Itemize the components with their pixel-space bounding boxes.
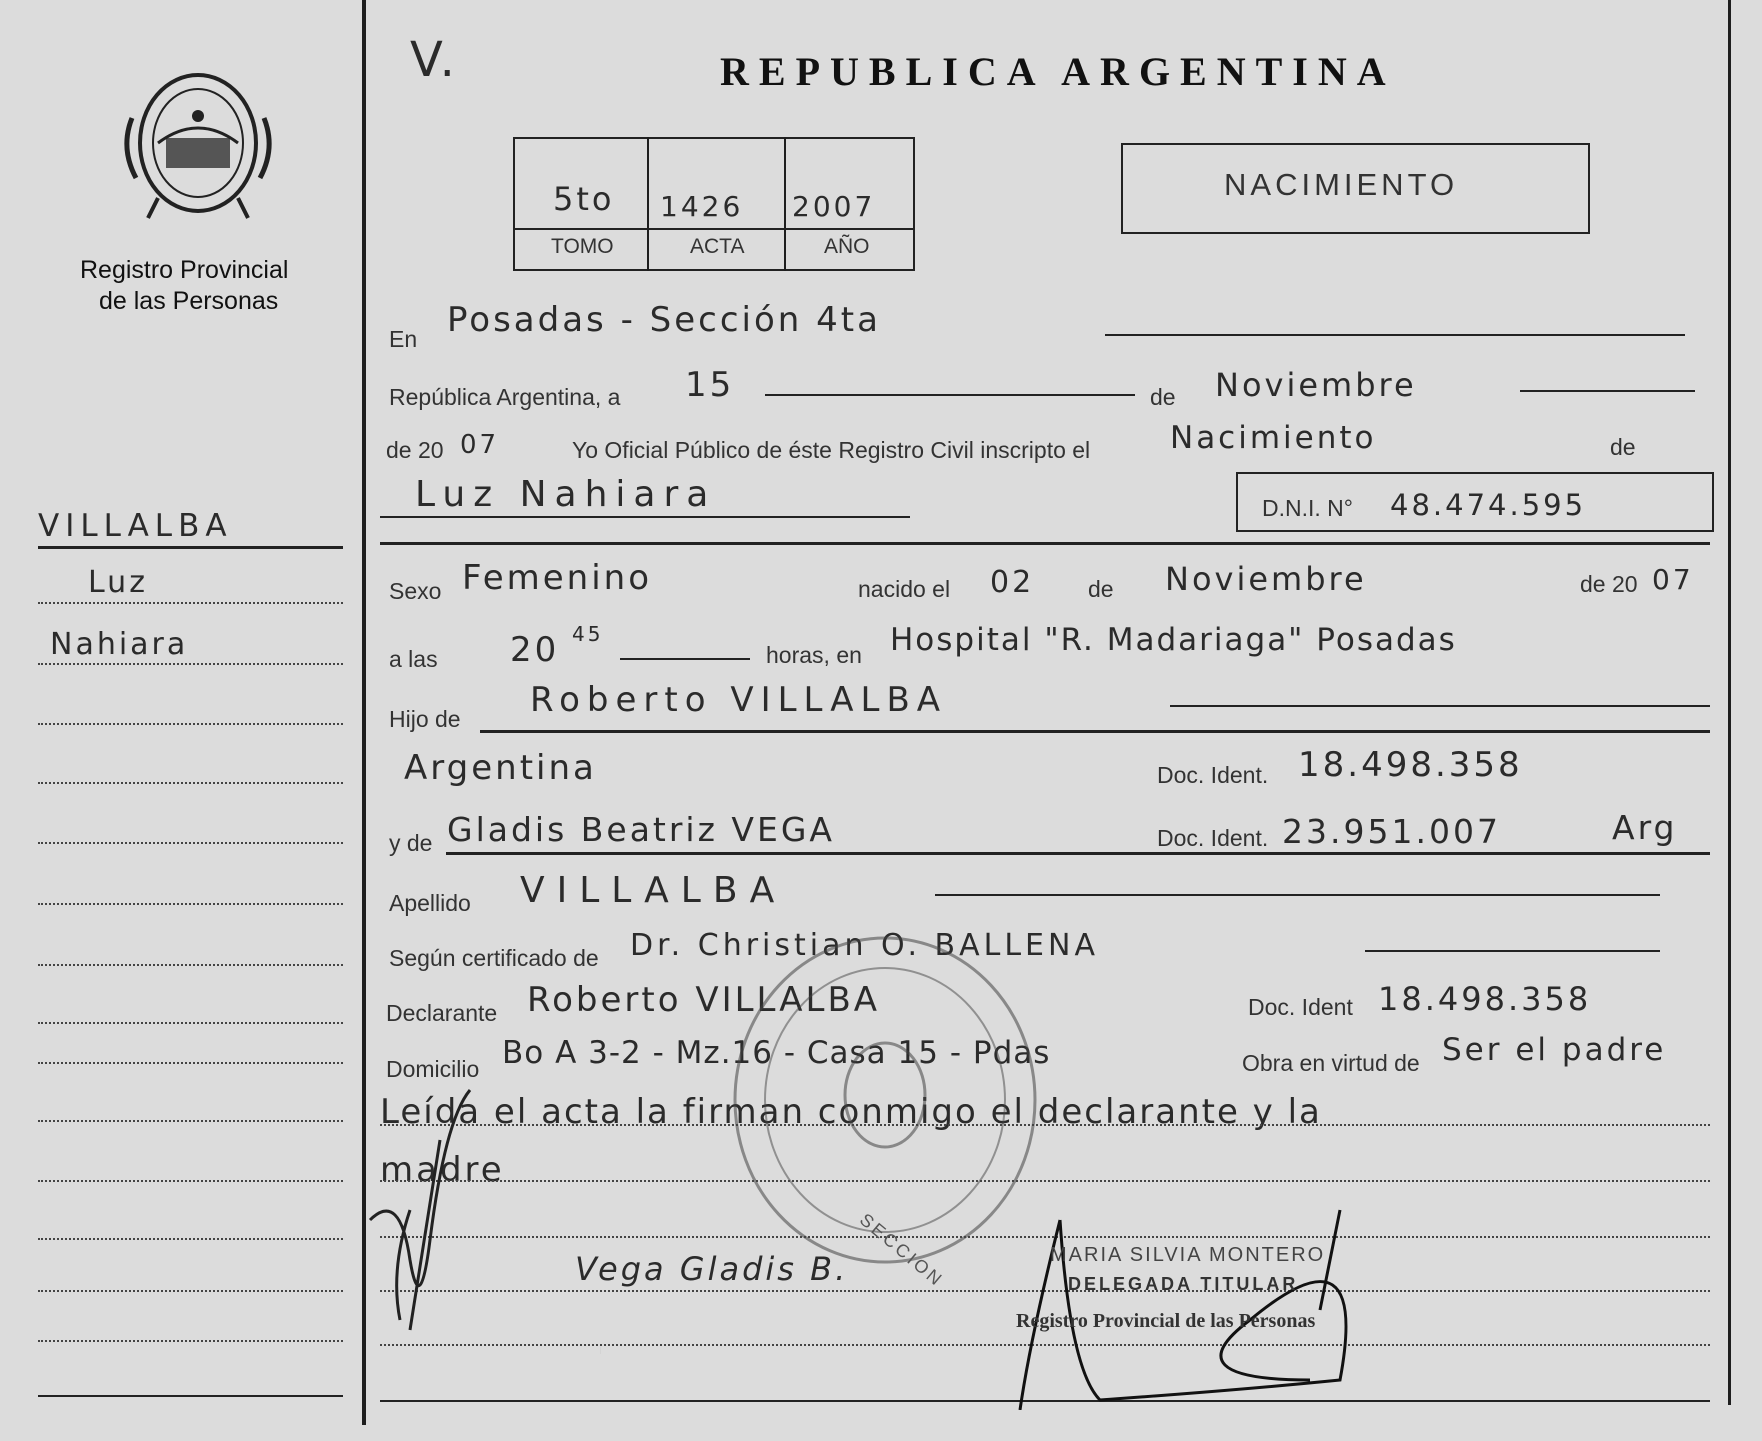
stamp-text <box>600 1345 601 1357</box>
nacido-year-label: de 20 <box>1580 571 1638 597</box>
stamp-sub: SECCION <box>855 1209 948 1291</box>
official-office: Registro Provincial de las Personas <box>1016 1310 1316 1332</box>
inscripto-value: Nacimiento <box>1170 420 1377 456</box>
hour-line <box>620 658 750 660</box>
anio-label: AÑO <box>824 235 870 258</box>
nacido-label: nacido el <box>858 576 951 602</box>
record-type-label: NACIMIENTO <box>1224 167 1459 202</box>
de-label: de <box>1150 384 1176 410</box>
oficial-label: Yo Oficial Público de éste Registro Civil inscripto el <box>572 437 1091 463</box>
hijo-label: Hijo de <box>389 706 461 732</box>
en-line <box>1105 334 1685 336</box>
body-dots <box>380 1180 1710 1182</box>
margin-dots <box>38 903 343 905</box>
mother-value: Gladis Beatriz VEGA <box>447 810 835 849</box>
misiones-seal-icon <box>118 58 278 228</box>
record-box-divider <box>647 137 649 271</box>
page-title: REPUBLICA ARGENTINA <box>720 49 1396 94</box>
certificado-value: Dr. Christian O. BALLENA <box>630 928 1099 963</box>
apellido-value: VILLALBA <box>520 870 787 911</box>
margin-surname: VILLALBA <box>38 508 233 544</box>
year-suffix-value: 07 <box>460 430 500 460</box>
margin-second-name: Nahiara <box>50 627 189 662</box>
tomo-value: 5to <box>553 180 615 218</box>
section-rule <box>380 542 1710 545</box>
domicilio-label: Domicilio <box>386 1056 480 1082</box>
segun-label: Según certificado de <box>389 945 599 971</box>
margin-dots <box>38 602 343 604</box>
nacido-day: 02 <box>990 565 1035 600</box>
month-line <box>1520 390 1695 392</box>
margin-dots <box>38 1238 343 1240</box>
anio-value: 2007 <box>792 190 876 223</box>
section-rule <box>446 852 1710 855</box>
dni-value: 48.474.595 <box>1390 488 1587 522</box>
official-name: MARIA SILVIA MONTERO <box>1050 1244 1326 1266</box>
horas-label: horas, en <box>766 642 862 668</box>
father-value: Roberto VILLALBA <box>530 680 948 720</box>
de-label-2: de <box>1610 434 1636 460</box>
apellido-label: Apellido <box>389 890 471 916</box>
mother-nationality: Arg <box>1612 808 1678 847</box>
alas-label: a las <box>389 646 438 672</box>
republica-label: República Argentina, a <box>389 384 621 410</box>
margin-dots <box>38 1290 343 1292</box>
declarante-doc-label: Doc. Ident <box>1248 994 1353 1020</box>
margin-dots <box>38 1062 343 1064</box>
doc-label: Doc. Ident. <box>1157 762 1269 788</box>
day-line <box>765 394 1135 396</box>
mother-doc: 23.951.007 <box>1282 812 1501 851</box>
apellido-line <box>935 894 1660 896</box>
father-doc: 18.498.358 <box>1298 745 1523 785</box>
de-label-3: de <box>1088 576 1114 602</box>
place-value: Hospital "R. Madariaga" Posadas <box>890 622 1457 658</box>
margin-dots <box>38 1022 343 1024</box>
declarant-signature-icon <box>360 1080 500 1340</box>
official-role: DELEGADA TITULAR <box>1068 1274 1299 1294</box>
madre-value: madre <box>380 1150 505 1190</box>
name-line <box>380 516 910 518</box>
margin-dots <box>38 1120 343 1122</box>
day-value: 15 <box>685 365 735 405</box>
leida-value: Leída el acta la firman conmigo el declarante y la <box>380 1092 1322 1132</box>
father-line <box>1170 705 1710 707</box>
body-dots <box>380 1124 1710 1126</box>
margin-first-name: Luz <box>88 565 148 600</box>
certificado-line <box>1365 950 1660 952</box>
tomo-label: TOMO <box>551 235 614 258</box>
father-nationality: Argentina <box>404 748 597 788</box>
sexo-value: Femenino <box>462 558 652 598</box>
domicilio-value: Bo A 3-2 - Mz.16 - Casa 15 - Pdas <box>502 1035 1051 1071</box>
record-box-divider <box>784 137 786 271</box>
margin-dots <box>38 782 343 784</box>
en-label: En <box>389 326 418 352</box>
margin-dots <box>38 1340 343 1342</box>
registry-line1: Registro Provincial <box>80 256 289 284</box>
check-mark: V. <box>410 32 458 88</box>
sexo-label: Sexo <box>389 578 442 604</box>
margin-dots <box>38 842 343 844</box>
yde-label: y de <box>389 830 433 856</box>
declarante-doc: 18.498.358 <box>1378 980 1592 1018</box>
margin-dots <box>38 723 343 725</box>
obra-label: Obra en virtud de <box>1242 1050 1420 1076</box>
registry-line2: de las Personas <box>99 287 279 315</box>
right-border <box>1728 0 1731 1405</box>
margin-dots <box>38 663 343 665</box>
doc-label-2: Doc. Ident. <box>1157 825 1269 851</box>
mother-signature: Vega Gladis B. <box>575 1250 849 1288</box>
declarante-value: Roberto VILLALBA <box>527 980 881 1020</box>
margin-dots <box>38 964 343 966</box>
margin-dots <box>38 1180 343 1182</box>
year-prefix-label: de 20 <box>386 437 444 463</box>
nacido-year-value: 07 <box>1652 563 1694 596</box>
record-box-rule <box>513 228 915 230</box>
acta-value: 1426 <box>660 190 744 223</box>
margin-bottom-line <box>38 1395 343 1397</box>
hour-value: 20 <box>510 630 560 670</box>
dni-label: D.N.I. N° <box>1262 495 1353 521</box>
name-value: Luz Nahiara <box>415 474 717 515</box>
acta-label: ACTA <box>690 235 745 258</box>
nacido-month: Noviembre <box>1165 560 1367 598</box>
obra-value: Ser el padre <box>1442 1032 1667 1068</box>
en-value: Posadas - Sección 4ta <box>447 300 881 340</box>
month-value: Noviembre <box>1215 366 1417 404</box>
margin-underline <box>38 546 343 549</box>
minute-value: 45 <box>572 622 604 646</box>
section-rule <box>480 730 1710 733</box>
official-signature-icon <box>990 1190 1430 1410</box>
declarante-label: Declarante <box>386 1000 498 1026</box>
